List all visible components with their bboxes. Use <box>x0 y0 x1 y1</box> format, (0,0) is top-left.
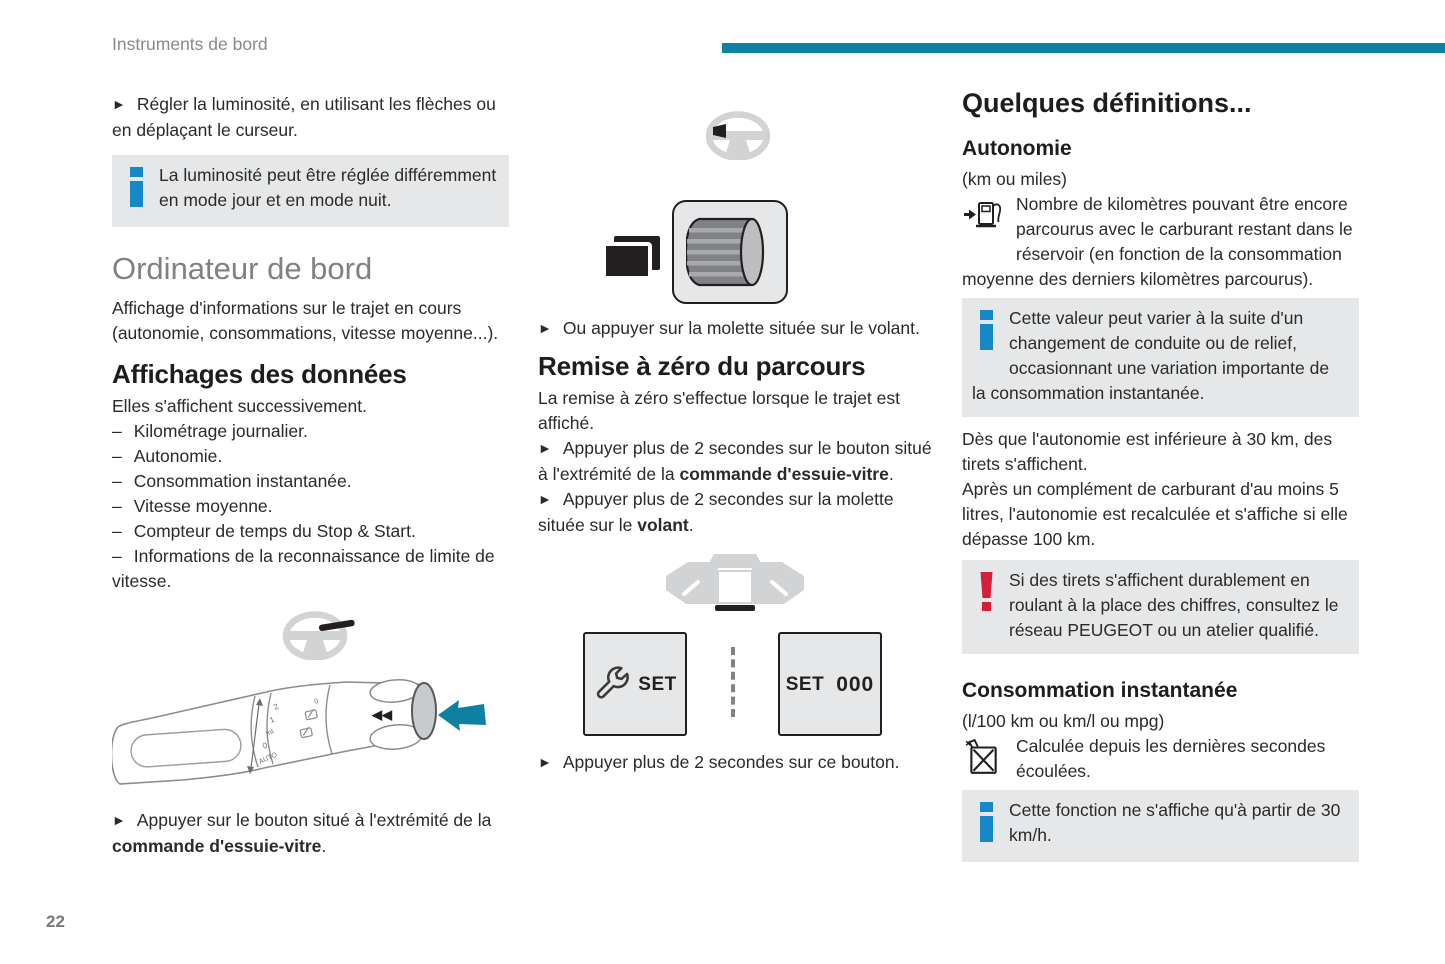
instruction-press-thumbwheel <box>538 316 938 342</box>
instruction-text-end: . <box>321 836 327 856</box>
section-title-ordinateur: Ordinateur de bord <box>112 251 373 286</box>
reset-intro: La remise à zéro s'effectue lorsque le trajet est affiché. <box>538 388 900 433</box>
info-box-consommation <box>962 790 1359 862</box>
instruction-text: Ou appuyer sur la molette située sur le volant. <box>562 318 920 338</box>
dashed-divider <box>731 647 735 717</box>
stalk-label-1: 1 <box>268 714 276 725</box>
consommation-description: Calculée depuis les dernières secondes écoulées. <box>1016 736 1326 781</box>
section-title-definitions: Quelques définitions... <box>962 88 1252 118</box>
autonomie-description: Nombre de kilomètres pouvant être encore parcourus avec le carburant restant dans le réservoir (en fonction de la consommation moyenne des derniers kilomètres parcourus). <box>962 194 1353 289</box>
pointer-arrow-icon <box>438 700 486 731</box>
info-icon <box>980 802 993 849</box>
bullet-arrow-icon: ► <box>112 96 126 112</box>
instruction-bold-text: volant <box>637 515 689 535</box>
list-item <box>112 519 509 544</box>
bullet-arrow-icon: ► <box>538 440 552 456</box>
instruction-press-stalk-button <box>112 808 509 859</box>
info-box-text: Cette valeur peut varier à la suite d'un changement de conduite ou de relief, occasionnant une variation importante de la consommation instantanée. <box>972 308 1330 403</box>
page-number: 22 <box>46 912 65 931</box>
wrench-icon <box>593 666 629 702</box>
stalk-label-2: 2 <box>272 701 280 712</box>
bullet-arrow-icon: ► <box>538 491 552 507</box>
wiper-stalk-drawing <box>112 674 492 799</box>
warning-box-text: Si des tirets s'affichent durablement en roulant à la place des chiffres, consultez le réseau PEUGEOT ou un atelier qualifié. <box>1009 570 1339 640</box>
dash-marker: – <box>112 496 122 516</box>
stalk-label-int: Int <box>264 728 275 738</box>
stalk-label-buttons: ◀◀ <box>372 707 392 722</box>
instruction-text: Appuyer plus de 2 secondes sur la molette située sur le <box>538 489 894 535</box>
figure-set-reset <box>538 552 938 742</box>
dash-marker: – <box>112 521 122 541</box>
thumbwheel-roller <box>686 214 774 290</box>
figure-wiper-stalk <box>112 604 509 804</box>
autonomie-description-block <box>962 192 1359 292</box>
dash-marker: – <box>112 471 122 491</box>
instruction-bold-text: commande d'essuie-vitre <box>112 836 322 856</box>
set-zero-display <box>778 632 882 736</box>
info-box-autonomie <box>962 298 1359 417</box>
list-item-text: Vitesse moyenne. <box>133 496 273 516</box>
bullet-arrow-icon: ► <box>538 320 552 336</box>
list-item-text: Consommation instantanée. <box>133 471 352 491</box>
dash-marker: – <box>112 421 122 441</box>
thumbwheel-panel <box>672 200 788 304</box>
info-icon <box>980 310 993 357</box>
instruction-text: Appuyer plus de 2 secondes sur ce bouton. <box>562 752 900 772</box>
list-item-text: Autonomie. <box>133 446 223 466</box>
section-intro: Affichage d'informations sur le trajet en cours (autonomie, consommations, vitesse moyenne...). <box>112 298 499 343</box>
dash-marker: – <box>112 446 122 466</box>
stalk-label-0: 0 <box>261 740 269 751</box>
fuel-can-icon <box>964 737 1002 784</box>
dash-marker: – <box>112 546 122 566</box>
list-item-text: Kilométrage journalier. <box>133 421 308 441</box>
running-header: Instruments de bord <box>112 34 268 54</box>
list-item-text: Informations de la reconnaissance de limite de vitesse. <box>112 546 495 591</box>
list-item <box>112 544 509 594</box>
instruction-press-2s-button <box>538 750 938 776</box>
list-item-text: Compteur de temps du Stop & Start. <box>133 521 416 541</box>
trip-pages-icon <box>604 236 660 286</box>
instruction-text-end: . <box>888 464 894 484</box>
warning-icon <box>980 572 993 619</box>
list-item <box>112 419 509 444</box>
column-middle <box>538 86 938 776</box>
instruction-press-2s-stalk <box>538 436 938 487</box>
stalk-label-auto: AUTO <box>257 751 279 766</box>
bullet-arrow-icon: ► <box>538 754 552 770</box>
list-item <box>112 444 509 469</box>
list-item <box>112 494 509 519</box>
autonomie-para1: Dès que l'autonomie est inférieure à 30 km, des tirets s'affichent. <box>962 429 1333 474</box>
column-right <box>962 86 1359 862</box>
set-value: 000 <box>836 672 875 696</box>
set-label: SET <box>638 673 677 695</box>
info-box-text: La luminosité peut être réglée différemment en mode jour et en mode nuit. <box>159 165 497 210</box>
stalk-label-wiper-zero: 0 <box>313 698 320 706</box>
instruction-text: Appuyer sur le bouton situé à l'extrémité de la <box>136 810 492 830</box>
instruction-text: Régler la luminosité, en utilisant les flèches ou en déplaçant le curseur. <box>112 94 496 140</box>
info-box-brightness <box>112 155 509 227</box>
consommation-description-block <box>962 734 1359 784</box>
list-intro: Elles s'affichent successivement. <box>112 396 367 416</box>
figure-thumbwheel <box>538 200 938 304</box>
autonomie-units: (km ou miles) <box>962 169 1068 189</box>
section-title-remise-a-zero: Remise à zéro du parcours <box>538 351 866 381</box>
column-left <box>112 86 509 859</box>
instruction-text: Appuyer plus de 2 secondes sur le bouton situé à l'extrémité de la <box>538 438 932 484</box>
set-label: SET <box>785 673 825 695</box>
warning-box-tirets <box>962 560 1359 654</box>
stalk-end-button <box>412 683 436 739</box>
set-trip-button <box>583 632 687 736</box>
instruction-adjust-brightness <box>112 92 509 143</box>
instrument-cluster-icon <box>660 552 810 616</box>
instruction-bold-text: commande d'essuie-vitre <box>679 464 889 484</box>
autonomie-para2: Après un complément de carburant d'au moins 5 litres, l'autonomie est recalculée et s'affiche si elle dépasse 100 km. <box>962 479 1348 549</box>
info-icon <box>130 167 143 214</box>
steering-wheel-thumbwheel-icon <box>704 110 772 160</box>
definition-title-autonomie: Autonomie <box>962 137 1072 160</box>
fuel-pump-icon <box>962 196 1006 243</box>
instruction-press-2s-thumbwheel <box>538 487 938 538</box>
bullet-arrow-icon: ► <box>112 812 126 828</box>
definition-title-consommation: Consommation instantanée <box>962 679 1238 702</box>
consommation-units: (l/100 km ou km/l ou mpg) <box>962 711 1165 731</box>
subsection-title-affichages: Affichages des données <box>112 359 407 389</box>
header-accent-bar <box>722 43 1445 53</box>
list-item <box>112 469 509 494</box>
info-box-text: Cette fonction ne s'affiche qu'à partir de 30 km/h. <box>1009 800 1341 845</box>
instruction-text-end: . <box>688 515 694 535</box>
steering-wheel-stalk-icon <box>282 610 360 660</box>
